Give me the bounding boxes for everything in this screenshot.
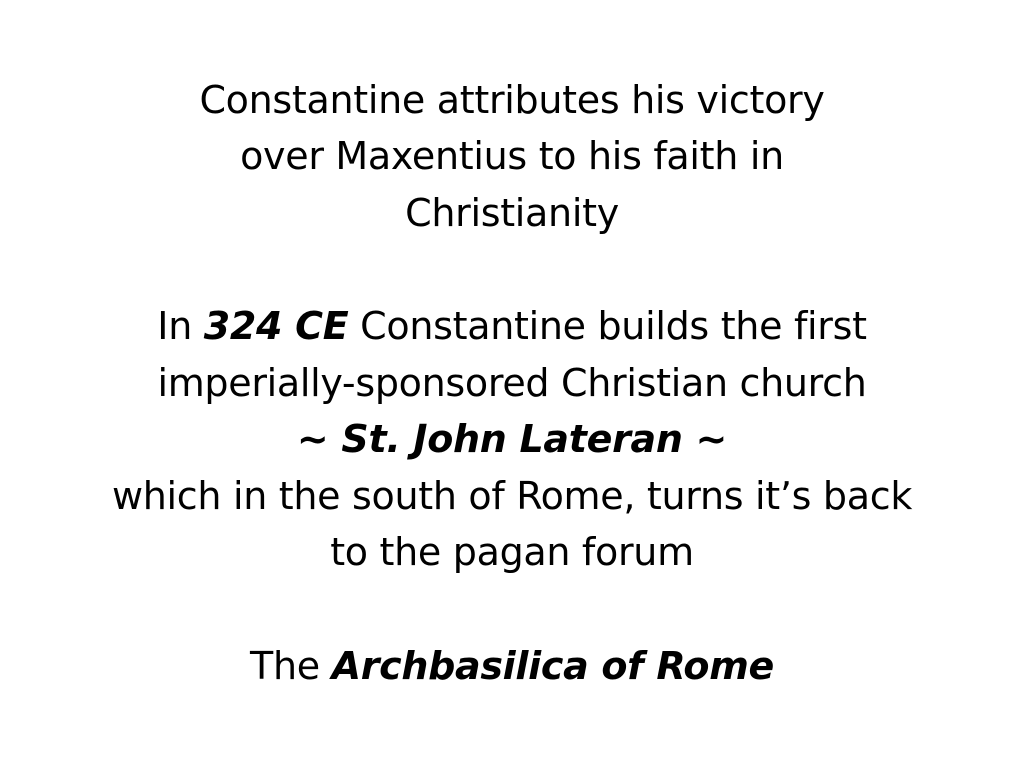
year-emphasis: 324 CE — [203, 304, 349, 348]
paragraph2-line4: which in the south of Rome, turns it’s back — [111, 474, 913, 518]
paragraph2-line1 — [0, 298, 1024, 354]
church-name-emphasis: ~ St. John Lateran ~ — [296, 417, 728, 461]
paragraph1-line3: Christianity — [405, 191, 619, 235]
paragraph2-line1-prefix: In — [157, 304, 204, 348]
paragraph2-line1-suffix: Constantine builds the first — [348, 304, 867, 348]
paragraph3-line — [0, 638, 1024, 694]
paragraph2-line5: to the pagan forum — [330, 530, 694, 574]
paragraph1-line1: Constantine attributes his victory — [199, 78, 825, 122]
archbasilica-emphasis: Archbasilica of Rome — [331, 644, 774, 688]
paragraph2-line2: imperially-sponsored Christian church — [157, 361, 867, 405]
paragraph3-prefix: The — [250, 644, 332, 688]
paragraph1-line2: over Maxentius to his faith in — [240, 134, 784, 178]
